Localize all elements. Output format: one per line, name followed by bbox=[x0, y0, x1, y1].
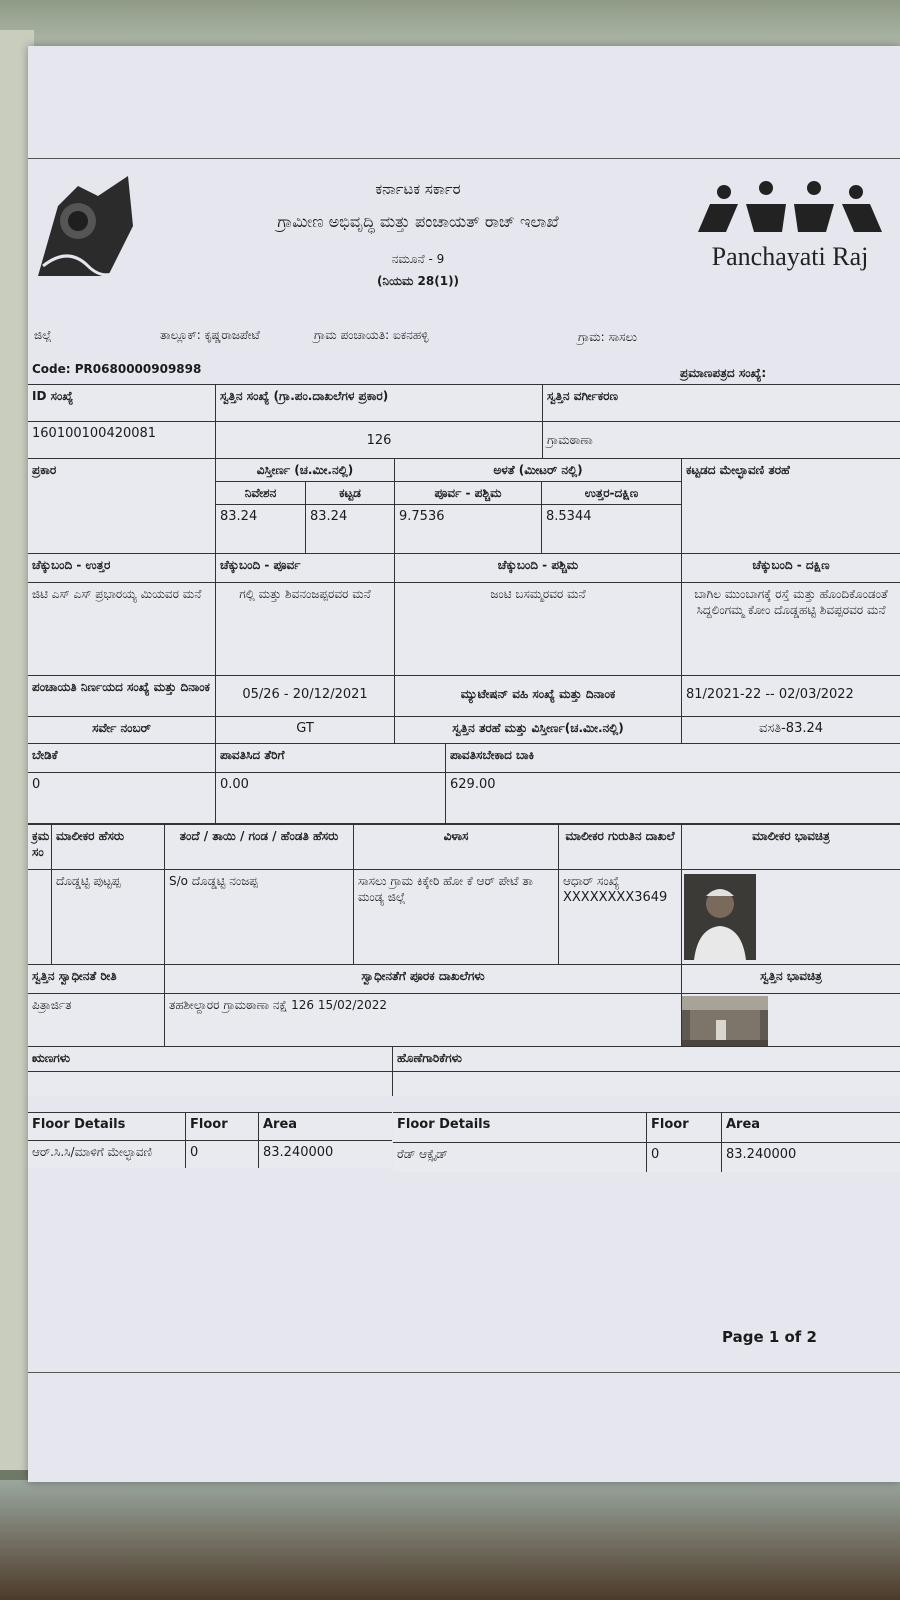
certificate-page bbox=[28, 46, 900, 1482]
certificate-number-label: ಪ್ರಮಾಣಪತ್ರದ ಸಂಖ್ಯೆ: bbox=[680, 366, 767, 380]
owner-address: ಸಾಸಲು ಗ್ರಾಮ ಕಿಕ್ಕೇರಿ ಹೋ ಕೆ ಆರ್ ಪೇಟೆ ತಾ ಮಂಡ್ಯ ಜಿಲ್ಲೆ bbox=[354, 870, 558, 964]
east-west-label: ಪೂರ್ವ - ಪಶ್ಚಿಮ bbox=[395, 482, 541, 504]
mutation-label: ಮ್ಯುಟೇಷನ್ ವಹಿ ಸಂಖ್ಯೆ ಮತ್ತು ದಿನಾಂಕ bbox=[395, 676, 681, 716]
owner-id-cell bbox=[559, 870, 681, 964]
floor-table-right bbox=[393, 1112, 900, 1172]
page-number: Page 1 of 2 bbox=[722, 1328, 817, 1346]
parent-name: S/o ದೊಡ್ಡಟ್ಟಿ ನಂಜಪ್ಪ bbox=[165, 870, 353, 964]
asset-number-label: ಸ್ವತ್ತಿನ ಸಂಖ್ಯೆ (ಗ್ರಾ.ಪಂ.ದಾಖಲೆಗಳ ಪ್ರಕಾರ) bbox=[216, 385, 542, 421]
footer-rule bbox=[28, 1372, 900, 1373]
classification-label: ಸ್ವತ್ತಿನ ವರ್ಗೀಕರಣ bbox=[543, 385, 900, 421]
paid-tax-label: ಪಾವತಿಸಿದ ತೆರಿಗೆ bbox=[216, 744, 445, 772]
liabilities-label: ಹೊಣೆಗಾರಿಕೆಗಳು bbox=[393, 1047, 900, 1071]
people-icon bbox=[690, 176, 890, 238]
owner-photo-label: ಮಾಲೀಕರ ಭಾವಚಿತ್ರ bbox=[682, 825, 900, 869]
boundary-east: ಗಲ್ಲಿ ಮತ್ತು ಶಿವನಂಜಪ್ಪರವರ ಮನೆ bbox=[216, 583, 394, 675]
rule-number: (ನಿಯಮ 28(1)) bbox=[376, 274, 460, 288]
due-value: 629.00 bbox=[446, 773, 900, 823]
background-bottom bbox=[0, 1480, 900, 1600]
paid-tax-value: 0.00 bbox=[216, 773, 445, 823]
ownership-type-value: ಪಿತ್ರಾರ್ಜಿತ bbox=[28, 994, 164, 1046]
karnataka-emblem-icon bbox=[28, 166, 140, 286]
site-label: ನಿವೇಶನ bbox=[216, 482, 305, 504]
encumbrance-value bbox=[28, 1072, 392, 1096]
owner-name-label: ಮಾಲೀಕರ ಹೆಸರು bbox=[52, 825, 164, 869]
asset-type-label: ಸ್ವತ್ತಿನ ತರಹೆ ಮತ್ತು ವಿಸ್ತೀರ್ಣ(ಚ.ಮೀ.ನಲ್ಲಿ) bbox=[395, 717, 681, 743]
boundary-north: ಜಿಟಿ ಎಸ್ ಎಸ್ ಪ್ರಭಾರಯ್ಯ ಮಿಯವರ ಮನೆ bbox=[28, 583, 215, 675]
header-line2: ಗ್ರಾಮೀಣ ಅಭಿವೃದ್ಧಿ ಮತ್ತು ಪಂಚಾಯತ್ ರಾಜ್ ಇಲಾಖೆ bbox=[277, 212, 559, 231]
boundary-east-label: ಚೆಕ್ಕುಬಂದಿ - ಪೂರ್ವ bbox=[216, 554, 394, 582]
boundary-south: ಬಾಗಿಲ ಮುಂಬಾಗಕ್ಕೆ ರಸ್ತೆ ಮತ್ತು ಹೊಂದಿಕೊಂಡಂತೆ ಸಿದ್ದಲಿಂಗಮ್ಮ ಕೋಂ ದೊಡ್ಡಹಟ್ಟಿ ಶಿವಪ್ಪರವರ ಮನೆ bbox=[682, 583, 900, 675]
asset-type-value: ವಸತಿ-83.24 bbox=[682, 717, 900, 743]
area-value: 83.240000 bbox=[259, 1141, 392, 1168]
aadhaar-value: XXXXXXXX3649 bbox=[563, 890, 668, 906]
owner-number-label: ಕ್ರಮ ಸಂ bbox=[28, 825, 51, 869]
id-value: 160100100420081 bbox=[28, 422, 215, 458]
address-label: ವಿಳಾಸ bbox=[354, 825, 558, 869]
building-area-value: 83.24 bbox=[306, 505, 394, 553]
floor-value-right: 0 bbox=[647, 1143, 721, 1172]
district-label: ಜಿಲ್ಲೆ bbox=[34, 328, 52, 342]
due-label: ಪಾವತಿಸಬೇಕಾದ ಬಾಕಿ bbox=[446, 744, 900, 772]
owner-name: ದೊಡ್ಡಟ್ಟಿ ಪುಟ್ಟಪ್ಪ bbox=[52, 870, 164, 964]
floor-details-label: Floor Details bbox=[28, 1113, 185, 1140]
dimension-label: ಅಳತೆ (ಮೀಟರ್ ನಲ್ಲಿ) bbox=[395, 459, 681, 481]
north-south-label: ಉತ್ತರ-ದಕ್ಷಿಣ bbox=[542, 482, 681, 504]
owner-number-cell bbox=[28, 870, 51, 964]
east-west-value: 9.7536 bbox=[395, 505, 541, 553]
panchayati-raj-logo bbox=[690, 176, 890, 286]
boundary-north-label: ಚೆಕ್ಕುಬಂದಿ - ಉತ್ತರ bbox=[28, 554, 215, 582]
floor-details-label-right: Floor Details bbox=[393, 1113, 646, 1142]
taluk: ತಾಲ್ಲೂಕ್: ಕೃಷ್ಣರಾಜಪೇಟೆ bbox=[160, 328, 260, 342]
owner-id-label: ಮಾಲೀಕರ ಗುರುತಿನ ದಾಖಲೆ bbox=[559, 825, 681, 869]
liabilities-value bbox=[393, 1072, 900, 1096]
classification-value: ಗ್ರಾಮಠಾಣಾ bbox=[543, 422, 900, 458]
area-value-right: 83.240000 bbox=[722, 1143, 900, 1172]
gram-panchayat: ಗ್ರಾಮ ಪಂಚಾಯತಿ: ಐಕನಹಳ್ಳಿ bbox=[314, 328, 429, 342]
floor-table-left bbox=[28, 1112, 392, 1168]
owner-photo-cell bbox=[682, 870, 900, 964]
parent-name-label: ತಂದೆ / ತಾಯಿ / ಗಂಡ / ಹೆಂಡತಿ ಹೆಸರು bbox=[165, 825, 353, 869]
floor-label: Floor bbox=[186, 1113, 258, 1140]
boundary-west: ಜಂಟಿ ಬಸಮ್ಮರವರ ಮನೆ bbox=[395, 583, 681, 675]
owner-photo bbox=[684, 874, 756, 960]
floor-value: 0 bbox=[186, 1141, 258, 1168]
village: ಗ್ರಾಮ: ಸಾಸಲು bbox=[578, 330, 638, 344]
extent-label: ವಿಸ್ತೀರ್ಣ (ಚ.ಮೀ.ನಲ್ಲಿ) bbox=[216, 459, 394, 481]
header-line1: ಕರ್ನಾಟಕ ಸರ್ಕಾರ bbox=[375, 180, 461, 198]
aadhaar-label: ಆಧಾರ್ ಸಂಖ್ಯೆ bbox=[563, 874, 620, 888]
header-rule bbox=[28, 158, 900, 159]
ownership-docs-label: ಸ್ವಾಧೀನತೆಗೆ ಪೂರಕ ದಾಖಲೆಗಳು bbox=[165, 965, 681, 993]
demand-label: ಬೇಡಿಕೆ bbox=[28, 744, 215, 772]
north-south-value: 8.5344 bbox=[542, 505, 681, 553]
type-label: ಪ್ರಕಾರ bbox=[28, 459, 215, 553]
panchayat-code: Code: PR0680000909898 bbox=[32, 362, 202, 376]
id-label: ID ಸಂಖ್ಯೆ bbox=[28, 385, 215, 421]
encumbrance-label: ಋಣಗಳು bbox=[28, 1047, 392, 1071]
area-label: Area bbox=[259, 1113, 392, 1140]
owner-table bbox=[28, 824, 900, 1096]
form-number: ನಮೂನೆ - 9 bbox=[391, 252, 445, 266]
floor-label-right: Floor bbox=[647, 1113, 721, 1142]
resolution-label: ಪಂಚಾಯತಿ ನಿರ್ಣಯದ ಸಂಖ್ಯೆ ಮತ್ತು ದಿನಾಂಕ bbox=[28, 676, 215, 716]
logo-text: Panchayati Raj bbox=[711, 242, 869, 271]
mutation-value: 81/2021-22 -- 02/03/2022 bbox=[682, 676, 900, 716]
resolution-value: 05/26 - 20/12/2021 bbox=[216, 676, 394, 716]
floor-description: ಆರ್.ಸಿ.ಸಿ/ಮಾಳಿಗೆ ಮೇಲ್ಛಾವಣಿ bbox=[28, 1141, 185, 1168]
area-label-right: Area bbox=[722, 1113, 900, 1142]
floor-description-right: ರೆಡ್ ಆಕ್ಸೈಡ್ bbox=[393, 1143, 646, 1172]
demand-value: 0 bbox=[28, 773, 215, 823]
boundary-west-label: ಚೆಕ್ಕುಬಂದಿ - ಪಶ್ಚಿಮ bbox=[395, 554, 681, 582]
property-table bbox=[28, 384, 900, 824]
ownership-type-label: ಸ್ವತ್ತಿನ ಸ್ವಾಧೀನತೆ ರೀತಿ bbox=[28, 965, 164, 993]
asset-photo bbox=[682, 996, 768, 1046]
asset-photo-label: ಸ್ವತ್ತಿನ ಭಾವಚಿತ್ರ bbox=[682, 965, 900, 993]
ownership-docs-value: ತಹಶೀಲ್ದಾರರ ಗ್ರಾಮಠಾಣಾ ನಕ್ಷೆ 126 15/02/2022 bbox=[165, 994, 681, 1046]
site-area-value: 83.24 bbox=[216, 505, 305, 553]
roof-type-label: ಕಟ್ಟಡದ ಮೇಲ್ಛಾವಣಿ ತರಹೆ bbox=[682, 459, 900, 553]
survey-label: ಸರ್ವೇ ನಂಬರ್ bbox=[28, 717, 215, 743]
building-label: ಕಟ್ಟಡ bbox=[306, 482, 394, 504]
asset-number-value: 126 bbox=[216, 422, 542, 458]
asset-photo-cell bbox=[682, 994, 900, 1046]
boundary-south-label: ಚೆಕ್ಕುಬಂದಿ - ದಕ್ಷಿಣ bbox=[682, 554, 900, 582]
survey-value: GT bbox=[216, 717, 394, 743]
